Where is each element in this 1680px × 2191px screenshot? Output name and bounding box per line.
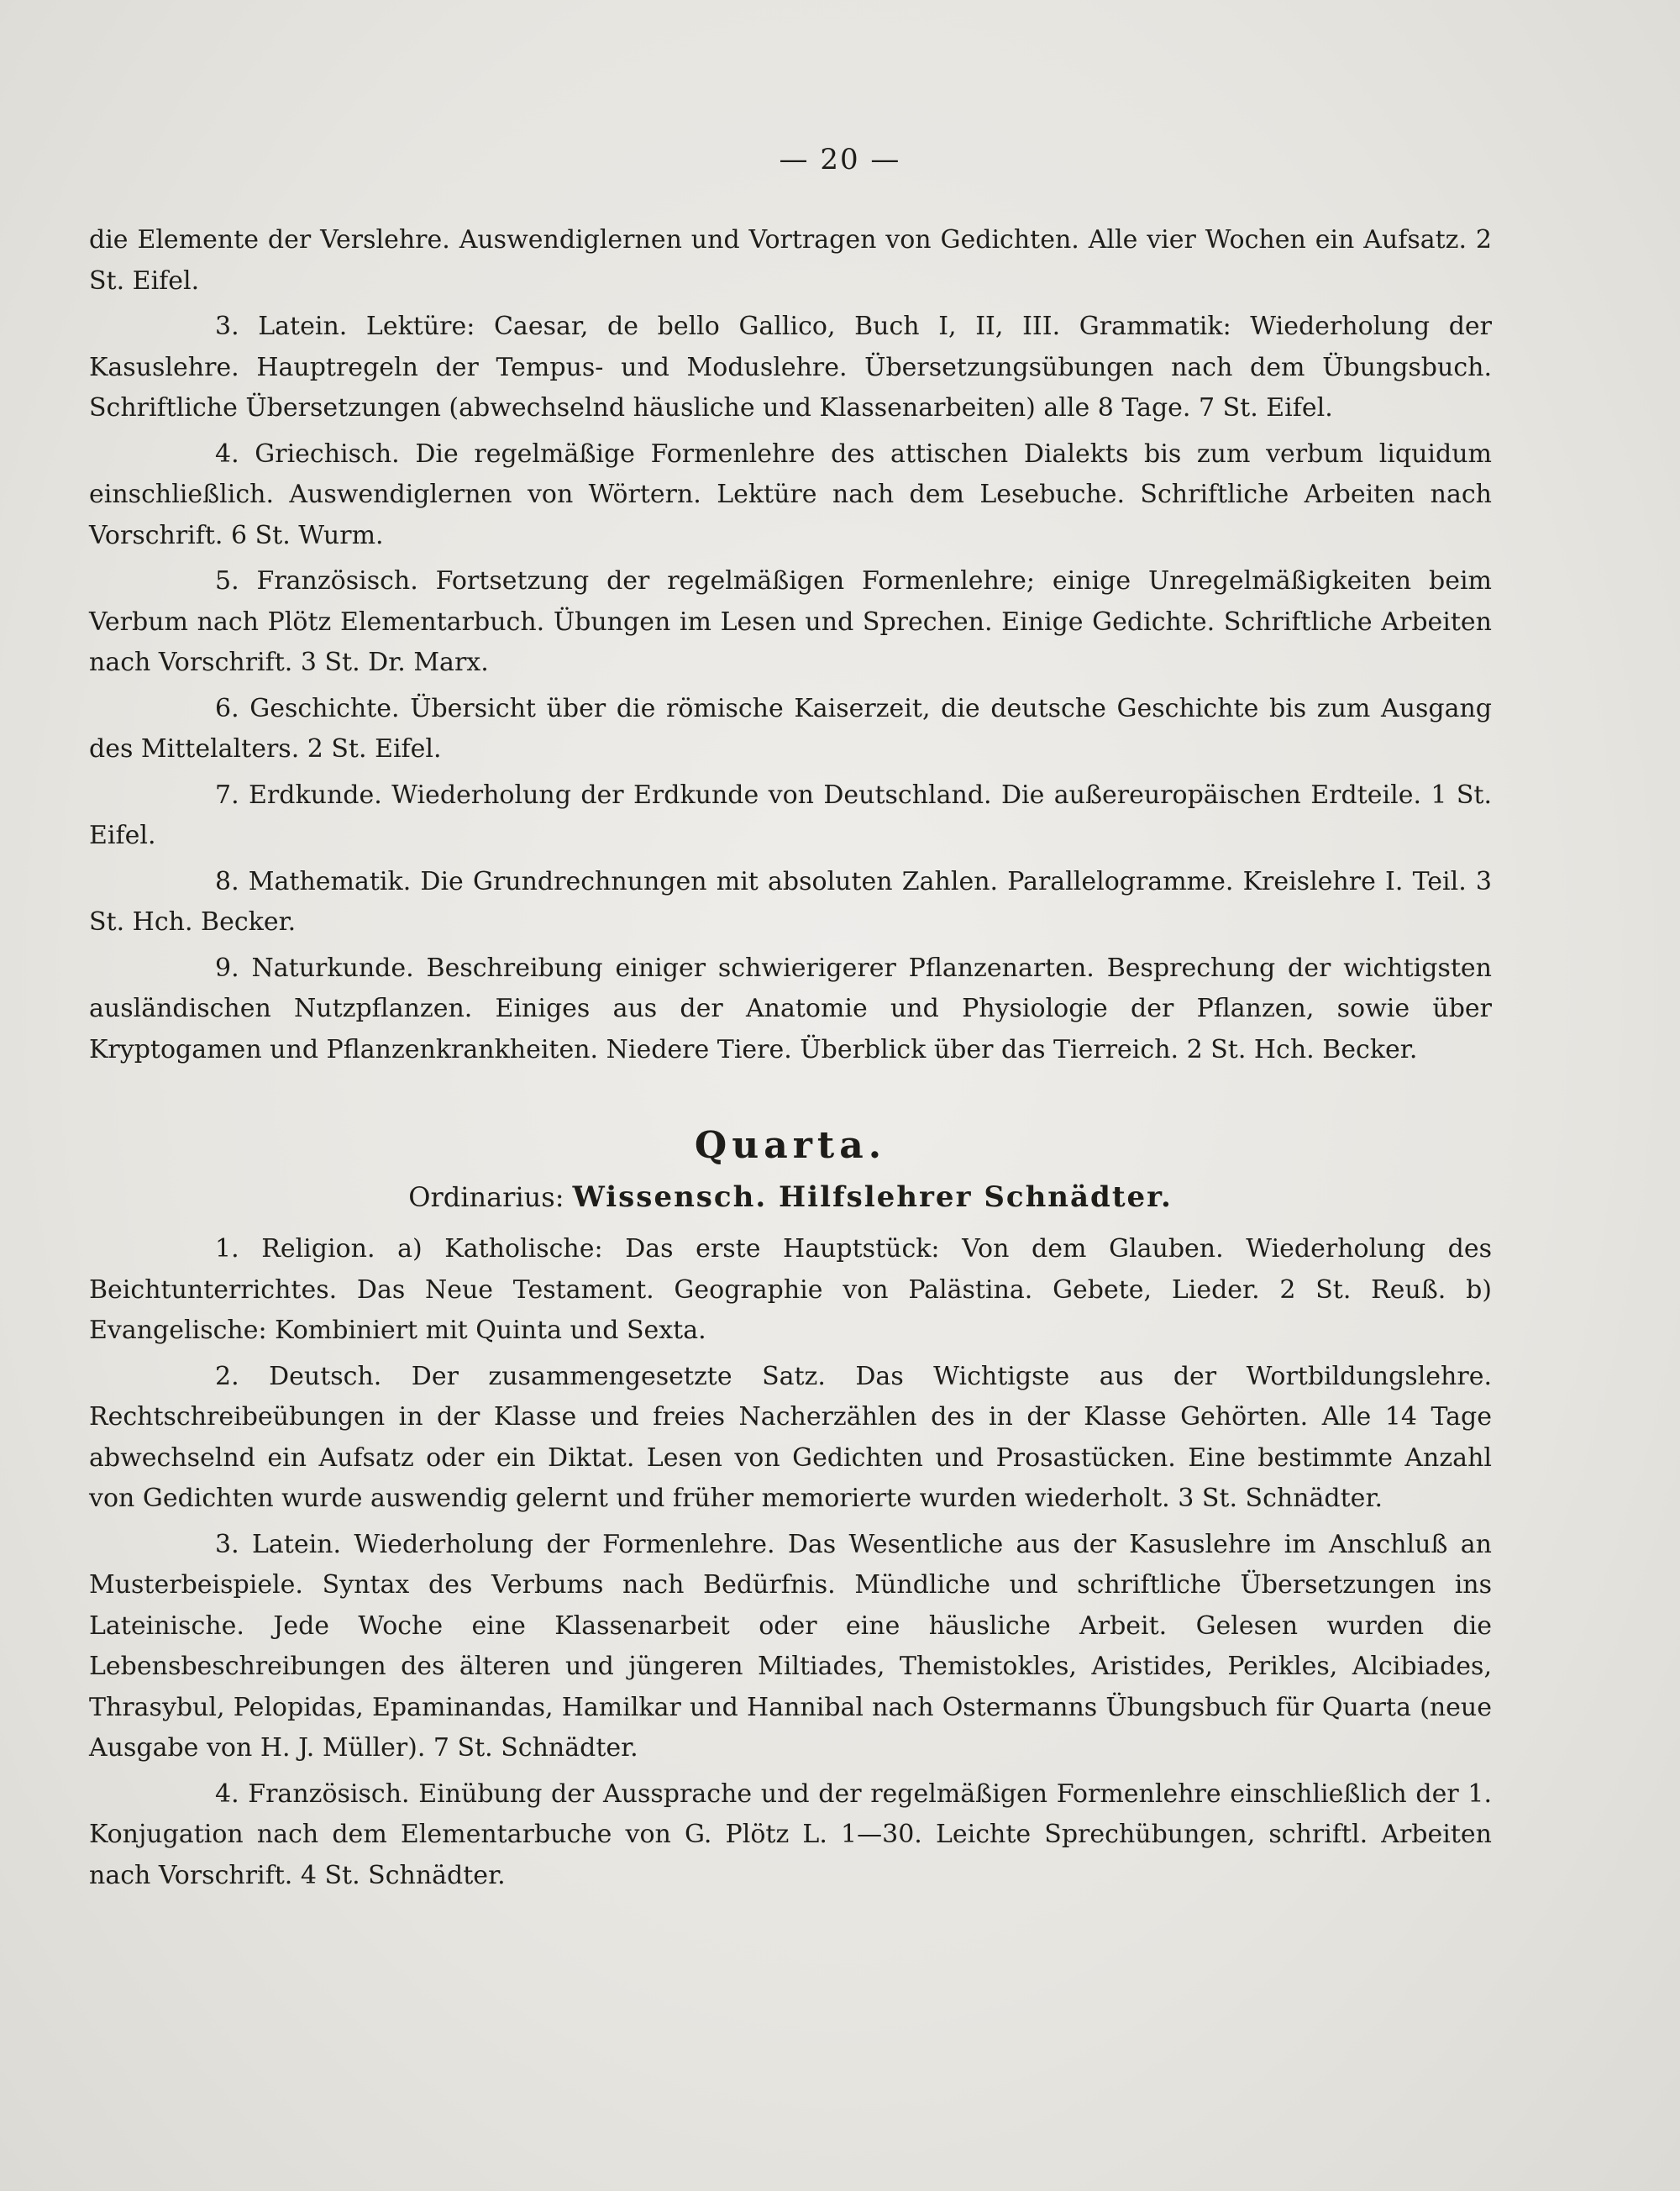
page-content [89,220,1492,1901]
ordinarius-line [89,1180,1492,1214]
paragraph-quarta-latein: 3. Latein. Wiederholung der Formenlehre. Das Wesentliche aus der Kasuslehre im Anschluß an Musterbeispiele. Syntax des Verbums nach Bedürfnis. Mündliche und schriftliche Übersetzungen ins Lateinische. Jede Woche eine Klassenarbeit oder eine häusliche Arbeit. Gelesen wurden die Lebensbeschreibungen des älteren und jüngeren Miltiades, Themistokles, Aristides, Perikles, Alcibiades, Thrasybul, Pelopidas, Epaminandas, Hamilkar und Hannibal nach Ostermanns Übungsbuch für Quarta (neue Ausgabe von H. J. Müller). 7 St. Schnädter. [89,1529,1492,1763]
paragraph-verslehre: die Elemente der Verslehre. Auswendiglernen und Vortragen von Gedichten. Alle vier Wochen ein Aufsatz. 2 St. Eifel. [89,225,1492,296]
ordinarius-label: Ordinarius: [408,1181,564,1213]
paragraph-geschichte: 6. Geschichte. Übersicht über die römische Kaiserzeit, die deutsche Geschichte bis zum Ausgang des Mittelalters. 2 St. Eifel. [89,693,1492,764]
paragraph-quarta-franzoesisch: 4. Französisch. Einübung der Aussprache und der regelmäßigen Formenlehre einschließlich der 1. Konjugation nach dem Elementarbuche von G. Plötz L. 1—30. Leichte Sprechübungen, schriftl. Arbeiten nach Vorschrift. 4 St. Schnädter. [89,1779,1492,1890]
paragraph-latein: 3. Latein. Lektüre: Caesar, de bello Gallico, Buch I, II, III. Grammatik: Wiederholung der Kasuslehre. Hauptregeln der Tempus- und Moduslehre. Übersetzungsübungen nach dem Übungsbuch. Schriftliche Übersetzungen (abwechselnd häusliche und Klassenarbeiten) alle 8 Tage. 7 St. Eifel. [89,312,1492,423]
paragraph-quarta-religion: 1. Religion. a) Katholische: Das erste Hauptstück: Von dem Glauben. Wiederholung des Beichtunterrichtes. Das Neue Testament. Geographie von Palästina. Gebete, Lieder. 2 St. Reuß. b) Evangelische: Kombiniert mit Quinta und Sexta. [89,1234,1492,1345]
paragraph-mathematik: 8. Mathematik. Die Grundrechnungen mit absoluten Zahlen. Parallelogramme. Kreislehre I. Teil. 3 St. Hch. Becker. [89,866,1492,937]
paragraph-griechisch: 4. Griechisch. Die regelmäßige Formenlehre des attischen Dialekts bis zum verbum liquidum einschließlich. Auswendiglernen von Wörtern. Lektüre nach dem Lesebuche. Schriftliche Arbeiten nach Vorschrift. 6 St. Wurm. [89,439,1492,550]
paragraph-erdkunde: 7. Erdkunde. Wiederholung der Erdkunde von Deutschland. Die außereuropäischen Erdteile. 1 St. Eifel. [89,780,1492,850]
paragraph-naturkunde: 9. Naturkunde. Beschreibung einiger schwierigerer Pflanzenarten. Besprechung der wichtigsten ausländischen Nutzpflanzen. Einiges aus der Anatomie und Physiologie der Pflanzen, sowie über Kryptogamen und Pflanzenkrankheiten. Niedere Tiere. Überblick über das Tierreich. 2 St. Hch. Becker. [89,953,1492,1064]
paragraph-franzoesisch: 5. Französisch. Fortsetzung der regelmäßigen Formenlehre; einige Unregelmäßigkeiten beim Verbum nach Plötz Elementarbuch. Übungen im Lesen und Sprechen. Einige Gedichte. Schriftliche Arbeiten nach Vorschrift. 3 St. Dr. Marx. [89,566,1492,677]
paragraph-quarta-deutsch: 2. Deutsch. Der zusammengesetzte Satz. Das Wichtigste aus der Wortbildungslehre. Rechtschreibeübungen in der Klasse und freies Nacherzählen des in der Klasse Gehörten. Alle 14 Tage abwechselnd ein Aufsatz oder ein Diktat. Lesen von Gedichten und Prosastücken. Eine bestimmte Anzahl von Gedichten wurde auswendig gelernt und früher memorierte wurden wiederholt. 3 St. Schnädter. [89,1361,1492,1513]
ordinarius-name: Wissensch. Hilfslehrer Schnädter. [572,1180,1173,1214]
page-number: — 20 — [779,143,901,176]
section-title-quarta: Quarta. [694,1124,887,1167]
